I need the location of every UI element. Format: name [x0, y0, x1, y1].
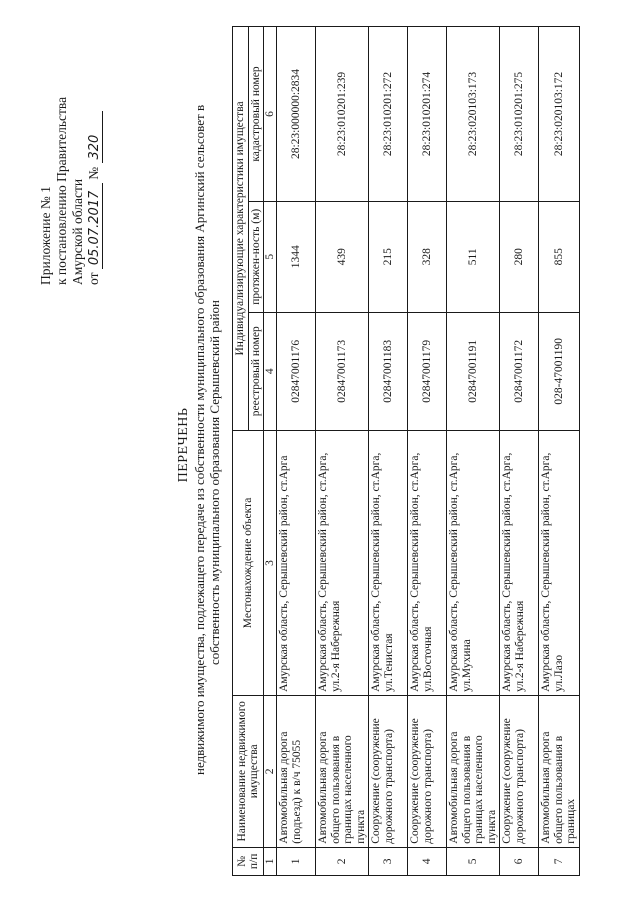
header-cadastral: кадастровый номер	[248, 27, 264, 202]
header-name: Наименование недвижимого имущества	[233, 695, 264, 847]
table-row	[277, 27, 316, 876]
handwritten-number: 320	[88, 112, 103, 164]
header-reg: реестровый номер	[248, 312, 264, 430]
table-row	[500, 27, 539, 876]
row-num: 5	[447, 847, 500, 875]
index-cell: 6	[264, 27, 277, 202]
handwritten-date: 05.07.2017	[88, 183, 103, 269]
table-row	[316, 27, 369, 876]
header-num: № п/п	[233, 847, 264, 875]
row-reg: 028-47001190	[539, 312, 580, 430]
row-cadastral: 28:23:010201:274	[408, 27, 447, 202]
row-cadastral: 28:23:010201:239	[316, 27, 369, 202]
row-length: 1344	[277, 201, 316, 312]
index-cell: 5	[264, 201, 277, 312]
document-subtitle	[192, 35, 222, 775]
index-cell: 3	[264, 430, 277, 695]
property-table	[232, 26, 580, 876]
header-row	[233, 27, 249, 876]
row-cadastral: 28:23:010201:272	[369, 27, 408, 202]
row-location: Амурская область, Серышевский район, ст.Арга, ул.Мухина	[447, 430, 500, 695]
row-name: Автомобильная дорога (подъезд) к в/ч 75055	[277, 695, 316, 847]
row-reg: 02847001179	[408, 312, 447, 430]
row-cadastral: 28:23:010201:275	[500, 27, 539, 202]
row-length: 439	[316, 201, 369, 312]
appendix-line-1: Приложение № 1	[38, 186, 53, 285]
row-reg: 02847001172	[500, 312, 539, 430]
table-row	[447, 27, 500, 876]
index-row	[264, 27, 277, 876]
row-length: 215	[369, 201, 408, 312]
row-length: 280	[500, 201, 539, 312]
row-num: 1	[277, 847, 316, 875]
table-row	[408, 27, 447, 876]
appendix-line-3: Амурской области	[70, 178, 85, 285]
appendix-date-line	[86, 25, 103, 285]
row-cadastral: 28:23:020103:172	[539, 27, 580, 202]
appendix-line-2: к постановлению Правительства	[54, 96, 69, 285]
row-reg: 02847001183	[369, 312, 408, 430]
row-cadastral: 28:23:020103:173	[447, 27, 500, 202]
row-name: Автомобильная дорога общего пользования в границах населенного пункта	[447, 695, 500, 847]
from-prefix: от	[86, 272, 101, 285]
header-characteristics: Индивидуализирующие характеристики имущества	[233, 27, 249, 431]
number-prefix: №	[86, 166, 101, 180]
row-reg: 02847001173	[316, 312, 369, 430]
row-num: 2	[316, 847, 369, 875]
row-name: Автомобильная дорога общего пользования в границах населенного пункта	[316, 695, 369, 847]
index-cell: 4	[264, 312, 277, 430]
row-location: Амурская область, Серышевский район, ст.Арга, ул.2-я Набережная	[500, 430, 539, 695]
subtitle-line-1: недвижимого имущества, подлежащего передаче из собственности муниципального образования Аргинский сельсовет в	[192, 104, 207, 775]
table-row	[369, 27, 408, 876]
row-num: 3	[369, 847, 408, 875]
row-name: Сооружение (сооружение дорожного транспорта)	[500, 695, 539, 847]
row-length: 511	[447, 201, 500, 312]
row-name: Сооружение (сооружение дорожного транспорта)	[408, 695, 447, 847]
row-location: Амурская область, Серышевский район, ст.Арга, ул.Восточная	[408, 430, 447, 695]
index-cell: 2	[264, 695, 277, 847]
row-reg: 02847001176	[277, 312, 316, 430]
row-length: 855	[539, 201, 580, 312]
row-location: Амурская область, Серышевский район, ст.Арга, ул.2-я Набережная	[316, 430, 369, 695]
document-title: ПЕРЕЧЕНЬ	[176, 407, 191, 483]
row-name: Автомобильная дорога общего пользования в границах	[539, 695, 580, 847]
table-row	[539, 27, 580, 876]
row-location: Амурская область, Серышевский район, ст.Арга	[277, 430, 316, 695]
row-length: 328	[408, 201, 447, 312]
row-cadastral: 28:23:000000:2834	[277, 27, 316, 202]
subtitle-line-2: собственность муниципального образования Серышевский район	[207, 300, 222, 665]
index-cell: 1	[264, 847, 277, 875]
header-location: Местонахождение объекта	[233, 430, 264, 695]
row-name: Сооружение (сооружение дорожного транспорта)	[369, 695, 408, 847]
appendix-block	[38, 25, 103, 285]
row-location: Амурская область, Серышевский район, ст.Арга, ул.Лазо	[539, 430, 580, 695]
row-num: 7	[539, 847, 580, 875]
row-num: 4	[408, 847, 447, 875]
row-num: 6	[500, 847, 539, 875]
row-reg: 02847001191	[447, 312, 500, 430]
header-length: протяжен-ность (м)	[248, 201, 264, 312]
row-location: Амурская область, Серышевский район, ст.Арга, ул.Тенистая	[369, 430, 408, 695]
